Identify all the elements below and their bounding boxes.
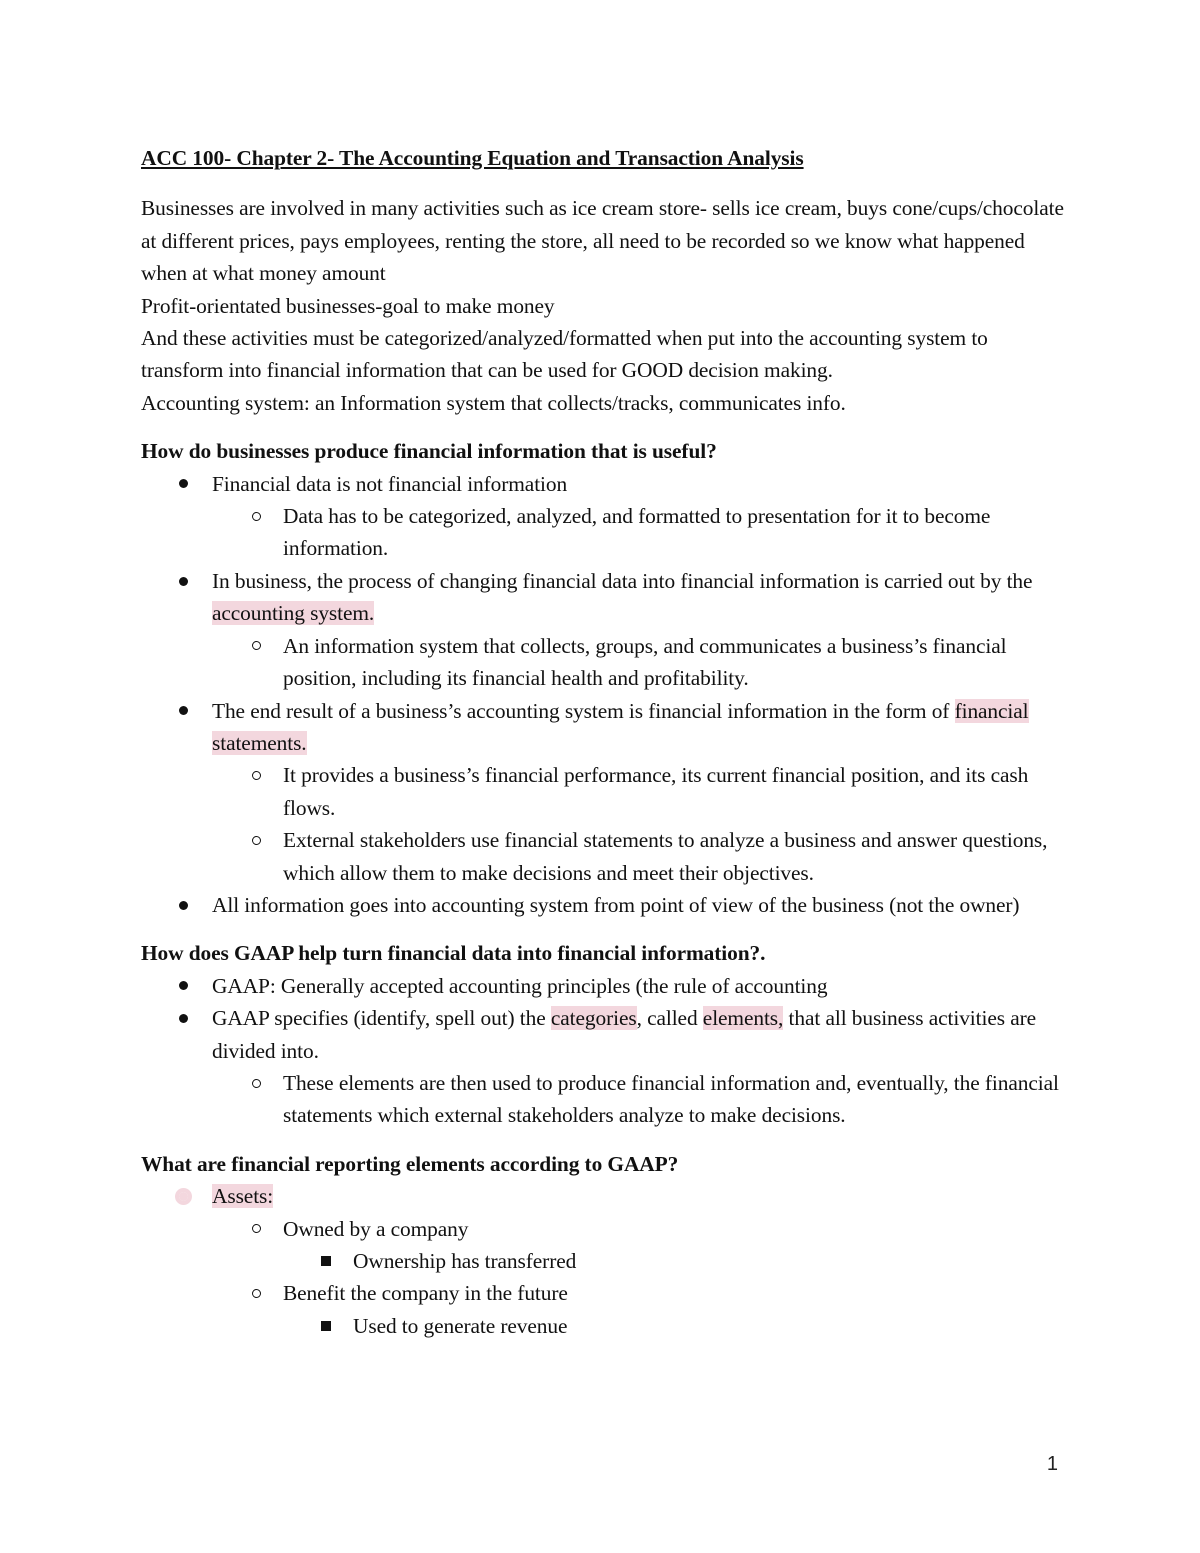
list-item-text: Data has to be categorized, analyzed, and formatted to presentation for it to become information. — [283, 504, 991, 561]
list-item-text: Ownership has transferred — [353, 1249, 577, 1273]
list-item — [141, 1310, 1071, 1342]
section-reporting-elements — [141, 1148, 1071, 1342]
list-item — [141, 1002, 1071, 1067]
bullet-list — [141, 970, 1071, 1132]
list-item-text: that all business activities are divided into. — [212, 1006, 1037, 1063]
list-item — [141, 1067, 1071, 1132]
intro-paragraph-2: Profit-orientated businesses-goal to make money — [141, 293, 555, 318]
bullet-dot-icon — [173, 1002, 193, 1034]
bullet-circle-icon — [246, 1277, 266, 1309]
list-item — [141, 630, 1071, 695]
bullet-dot-icon — [173, 970, 193, 1002]
bullet-circle-icon — [246, 824, 266, 856]
highlighted-term: elements, — [702, 1006, 784, 1031]
list-item — [141, 759, 1071, 824]
section-heading: How does GAAP help turn financial data into financial information?. — [141, 941, 766, 966]
intro-paragraph-4: Accounting system: an Information system that collects/tracks, communicates info. — [141, 390, 846, 415]
bullet-square-icon — [316, 1310, 336, 1342]
list-item — [141, 565, 1071, 630]
list-item — [141, 889, 1071, 921]
page-number: 1 — [1046, 1453, 1058, 1475]
list-item — [141, 1245, 1071, 1277]
bullet-circle-icon — [246, 1067, 266, 1099]
list-item-text: Financial data is not financial information — [212, 471, 568, 496]
list-item — [141, 695, 1071, 760]
bullet-circle-icon — [246, 1213, 266, 1245]
list-item-text: In business, the process of changing financial data into financial information is carried out by the — [212, 568, 1033, 593]
bullet-dot-icon — [173, 889, 193, 921]
intro-section — [141, 192, 1071, 419]
highlighted-term: Assets: — [212, 1184, 274, 1209]
list-item — [141, 1213, 1071, 1245]
bullet-square-icon — [316, 1245, 336, 1277]
list-item-text: External stakeholders use financial statements to analyze a business and answer questions, which allow them to make decisions and meet their objectives. — [283, 828, 1048, 885]
bullet-dot-icon — [173, 468, 193, 500]
document-body — [141, 142, 1071, 1342]
bullet-circle-icon — [246, 630, 266, 662]
bullet-list — [141, 468, 1071, 922]
list-item — [141, 824, 1071, 889]
list-item-text: GAAP specifies (identify, spell out) the — [212, 1006, 551, 1031]
list-item — [141, 1180, 1071, 1212]
highlighted-term: categories — [550, 1006, 637, 1031]
list-item-text: Owned by a company — [283, 1216, 469, 1241]
list-item — [141, 500, 1071, 565]
list-item-text: An information system that collects, groups, and communicates a business’s financial position, including its financial health and profitability. — [283, 633, 1007, 691]
bullet-dot-icon — [173, 1180, 193, 1212]
list-item-text: Benefit the company in the future — [283, 1281, 568, 1306]
section-useful-info — [141, 435, 1071, 921]
bullet-circle-icon — [246, 759, 266, 791]
bullet-list — [141, 1180, 1071, 1342]
list-item-text: It provides a business’s financial performance, its current financial position, and its cash flows. — [283, 763, 1029, 820]
intro-paragraph-1: Businesses are involved in many activities such as ice cream store- sells ice cream, buys cone/cups/chocolate at different prices, pays employees, renting the store, all need to be recorded so we know what happened when at what money amount — [141, 196, 1064, 286]
list-item-text: These elements are then used to produce financial information and, eventually, the financial statements which external stakeholders analyze to make decisions. — [283, 1070, 1059, 1128]
list-item — [141, 1277, 1071, 1309]
section-gaap — [141, 937, 1071, 1131]
list-item-text: GAAP: Generally accepted accounting principles (the rule of accounting — [212, 973, 828, 998]
bullet-dot-icon — [173, 565, 193, 597]
list-item — [141, 468, 1071, 500]
list-item-text: The end result of a business’s accounting system is financial information in the form of — [212, 698, 955, 723]
bullet-circle-icon — [246, 500, 266, 532]
list-item-text: , called — [636, 1006, 703, 1031]
section-heading: How do businesses produce financial information that is useful? — [141, 439, 717, 464]
highlighted-term: accounting system. — [212, 601, 375, 626]
list-item-text: Used to generate revenue — [353, 1313, 568, 1338]
highlighted-term: financial statements. — [212, 698, 1029, 755]
bullet-dot-icon — [173, 695, 193, 727]
section-heading: What are financial reporting elements according to GAAP? — [141, 1151, 679, 1176]
intro-paragraph-3: And these activities must be categorized/analyzed/formatted when put into the accounting system to transform into financial information that can be used for GOOD decision making. — [141, 326, 988, 383]
list-item-text: All information goes into accounting system from point of view of the business (not the owner) — [212, 892, 1020, 917]
document-title: ACC 100- Chapter 2- The Accounting Equation and Transaction Analysis — [141, 146, 804, 170]
list-item — [141, 970, 1071, 1002]
